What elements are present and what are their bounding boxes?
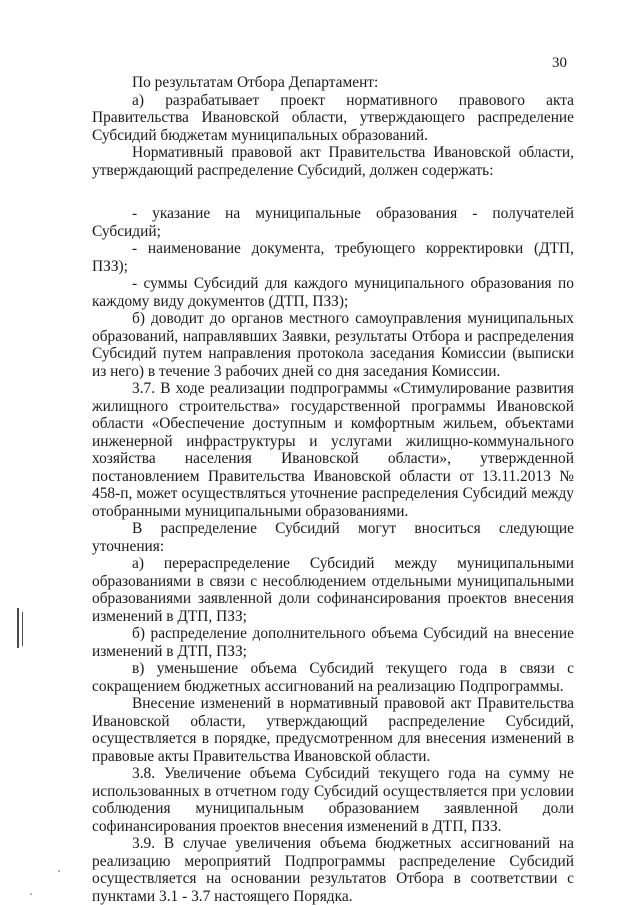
- page-number: 30: [552, 55, 567, 71]
- paragraph-intro: По результатам Отбора Департамент:: [132, 74, 379, 91]
- paragraph-3-9: 3.9. В случае увеличения объема бюджетных ассигнований на реализацию мероприятий Подпрограммы распределение Субсидий осуществляется на основании результатов Отбора в соответствии с пунктами 3.1 - 3.7 настоящего Порядка.: [92, 835, 574, 905]
- document-body: [92, 74, 574, 905]
- paragraph-clarification-a: а) перераспределение Субсидий между муниципальными образованиями в связи с несоблюдением отдельными муниципальными образованиями заявленной доли софинансирования проектов внесения изменений в ДТП, ПЗЗ;: [92, 555, 574, 625]
- margin-scan-mark: [17, 608, 19, 648]
- paragraph-clarification-b: б) распределение дополнительного объема Субсидий на внесение изменений в ДТП, ПЗЗ;: [92, 625, 574, 660]
- paragraph-clarification-c: в) уменьшение объема Субсидий текущего года в связи с сокращением бюджетных ассигнований на реализацию Подпрограммы.: [92, 660, 574, 695]
- list-item-subsidy-sums: - суммы Субсидий для каждого муниципального образования по каждому виду документов (ДТП, ПЗЗ);: [92, 275, 574, 310]
- list-item-document-name: - наименование документа, требующего корректировки (ДТП, ПЗЗ);: [92, 240, 574, 275]
- paragraph-3-7: 3.7. В ходе реализации подпрограммы «Стимулирование развития жилищного строительства» государственной программы Ивановской области «Обеспечение доступным и комфортным жильем, объектами инженерной инфраструктуры и услугами жилищно-коммунального хозяйства населения Ивановской области», утвержденной постановлением Правительства Ивановской области от 13.11.2013 № 458-п, может осуществляться уточнение распределения Субсидий между отобранными муниципальными образованиями.: [92, 380, 574, 520]
- paragraph-clarifications-intro: В распределение Субсидий могут вноситься следующие уточнения:: [92, 520, 574, 555]
- paragraph-item-b: б) доводит до органов местного самоуправления муниципальных образований, направлявших Заявки, результаты Отбора и распределения Субсидий путем направления протокола заседания Комиссии (выписки из него) в течение 3 рабочих дней со дня заседания Комиссии.: [92, 310, 574, 380]
- list-item-recipients: - указание на муниципальные образования - получателей Субсидий;: [92, 205, 574, 240]
- paragraph-3-8: 3.8. Увеличение объема Субсидий текущего года на сумму не использованных в отчетном году Субсидий осуществляется при условии соблюдения муниципальным образованием заявленной доли софинансирования проектов внесения изменений в ДТП, ПЗЗ.: [92, 765, 574, 835]
- paragraph-act-content: Нормативный правовой акт Правительства Ивановской области, утверждающий распределение Субсидий, должен содержать:: [92, 144, 574, 179]
- scan-speck: [30, 893, 32, 895]
- paragraph-item-a: а) разрабатывает проект нормативного правового акта Правительства Ивановской области, утверждающего распределение Субсидий бюджетам муниципальных образований.: [92, 91, 574, 144]
- margin-scan-mark-secondary: [22, 612, 23, 646]
- scan-speck: [58, 870, 60, 872]
- paragraph-amendments: Внесение изменений в нормативный правовой акт Правительства Ивановской области, утверждающий распределение Субсидий, осуществляется в порядке, предусмотренном для внесения изменений в правовые акты Правительства Ивановской области.: [92, 695, 574, 765]
